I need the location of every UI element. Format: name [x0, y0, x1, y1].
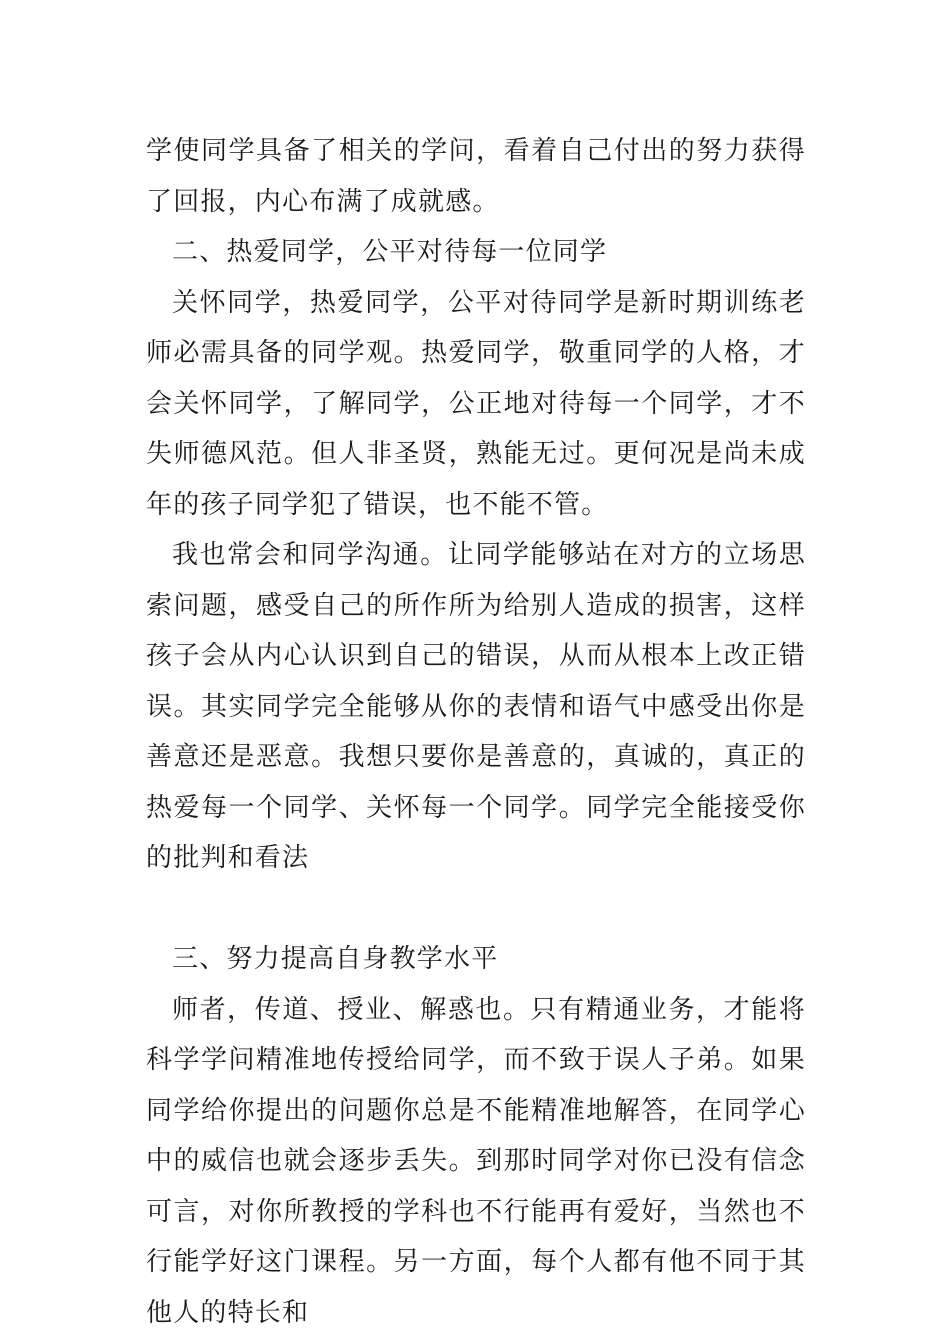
- paragraph-2b: 我也常会和同学沟通。让同学能够站在对方的立场思索问题，感受自己的所作所为给别人造成的损害，这样孩子会从内心认识到自己的错误，从而从根本上改正错误。其实同学完全能够从你的表情和语气中感受出你是善意还是恶意。我想只要你是善意的，真诚的，真正的热爱每一个同学、关怀每一个同学。同学完全能接受你的批判和看法: [146, 540, 806, 873]
- paragraph-continuation: 学使同学具备了相关的学问，看着自己付出的努力获得了回报，内心布满了成就感。: [146, 136, 806, 217]
- paragraph-gap: [146, 884, 806, 935]
- section-heading-3: 三、努力提高自身教学水平: [172, 944, 499, 974]
- paragraph-2a: 关怀同学，热爱同学，公平对待同学是新时期训练老师必需具备的同学观。热爱同学，敬重同学的人格，才会关怀同学，了解同学，公正地对待每一个同学，才不失师德风范。但人非圣贤，熟能无过。更何况是尚未成年的孩子同学犯了错误，也不能不管。: [146, 287, 806, 520]
- paragraph-3a: 师者，传道、授业、解惑也。只有精通业务，才能将科学学问精准地传授给同学，而不致于误人子弟。如果同学给你提出的问题你总是不能精准地解答，在同学心中的威信也就会逐步丢失。到那时同学对你已没有信念可言，对你所教授的学科也不行能再有爱好，当然也不行能学好这门课程。另一方面，每个人都有他不同于其他人的特长和: [146, 994, 806, 1328]
- document-body: [146, 126, 806, 1338]
- section-heading-2: 二、热爱同学，公平对待每一位同学: [172, 237, 608, 267]
